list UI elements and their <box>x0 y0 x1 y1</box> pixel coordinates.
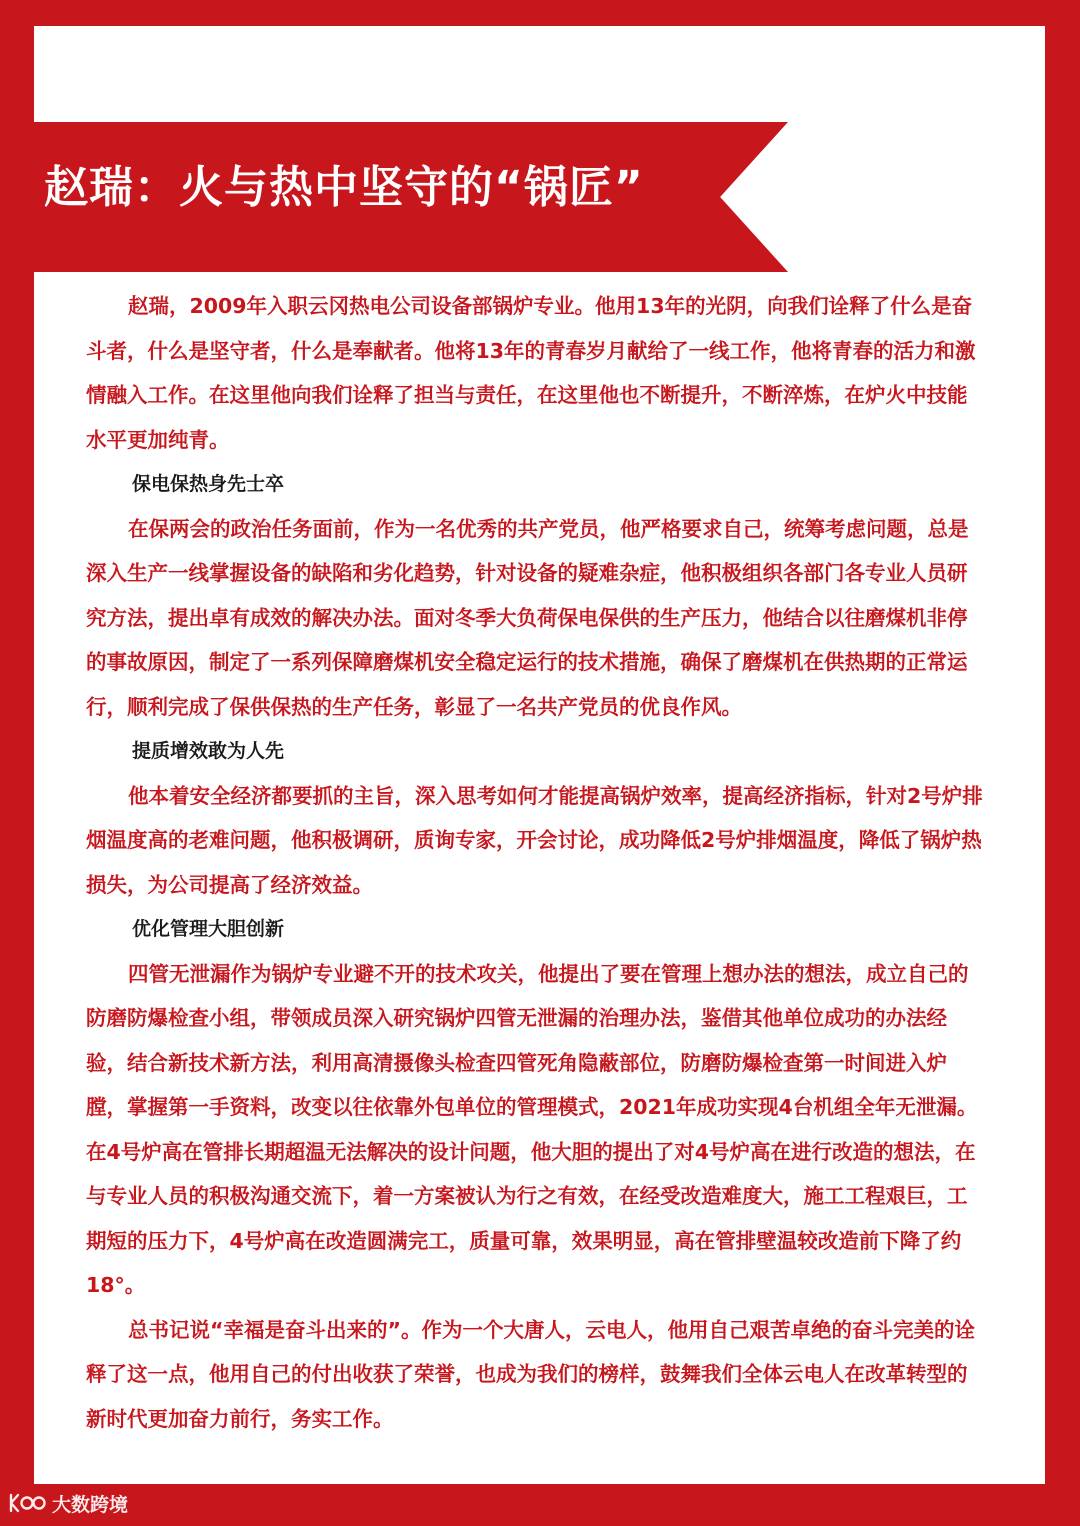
section-heading: 优化管理大胆创新 <box>132 918 285 940</box>
section-heading: 保电保热身先士卒 <box>132 473 285 495</box>
section-heading: 提质增效敢为人先 <box>132 740 285 762</box>
watermark-logo-icon <box>8 1491 46 1515</box>
closing-paragraph: 总书记说“幸福是奋斗出来的”。作为一个大唐人，云电人，他用自己艰苦卓绝的奋斗完美的诠释了这一点，他用自己的付出收获了荣誉，也成为我们的榜样，鼓舞我们全体云电人在改革转型的新时代更加奋力前行，务实工作。 <box>86 1317 975 1431</box>
section-paragraph: 他本着安全经济都要抓的主旨，深入思考如何才能提高锅炉效率，提高经济指标，针对2号炉排烟温度高的老难问题，他积极调研，质询专家，开会讨论，成功降低2号炉排烟温度，降低了锅炉热损失，为公司提高了经济效益。 <box>86 783 983 897</box>
section-paragraph: 四管无泄漏作为锅炉专业避不开的技术攻关，他提出了要在管理上想办法的想法，成立自己的防磨防爆检查小组，带领成员深入研究锅炉四管无泄漏的治理办法，鉴借其他单位成功的办法经验，结合新技术新方法，利用高清摄像头检查四管死角隐蔽部位，防磨防爆检查第一时间进入炉膛，掌握第一手资料，改变以往依靠外包单位的管理模式，2021年成功实现4台机组全年无泄漏。在4号炉高在管排长期超温无法解决的设计问题，他大胆的提出了对4号炉高在进行改造的想法，在与专业人员的积极沟通交流下，着一方案被认为行之有效，在经受改造难度大，施工工程艰巨，工期短的压力下，4号炉高在改造圆满完工，质量可靠，效果明显，高在管排壁温较改造前下降了约18°。 <box>86 961 978 1297</box>
watermark-text: 大数跨境 <box>52 1493 129 1516</box>
article-body <box>86 284 986 1441</box>
page-sheet <box>34 26 1045 1484</box>
page-title: 赵瑞：火与热中坚守的“锅匠” <box>44 162 644 213</box>
section-paragraph: 在保两会的政治任务面前，作为一名优秀的共产党员，他严格要求自己，统筹考虑问题，总是深入生产一线掌握设备的缺陷和劣化趋势，针对设备的疑难杂症，他积极组织各部门各专业人员研究方法，提出卓有成效的解决办法。面对冬季大负荷保电保供的生产压力，他结合以往磨煤机非停的事故原因，制定了一系列保障磨煤机安全稳定运行的技术措施，确保了磨煤机在供热期的正常运行，顺利完成了保供保热的生产任务，彰显了一名共产党员的优良作风。 <box>86 516 969 719</box>
intro-paragraph: 赵瑞，2009年入职云冈热电公司设备部锅炉专业。他用13年的光阴，向我们诠释了什么是奋斗者，什么是坚守者，什么是奉献者。他将13年的青春岁月献给了一线工作，他将青春的活力和激情融入工作。在这里他向我们诠释了担当与责任，在这里他也不断提升，不断淬炼，在炉火中技能水平更加纯青。 <box>86 294 976 452</box>
watermark <box>8 1488 128 1518</box>
